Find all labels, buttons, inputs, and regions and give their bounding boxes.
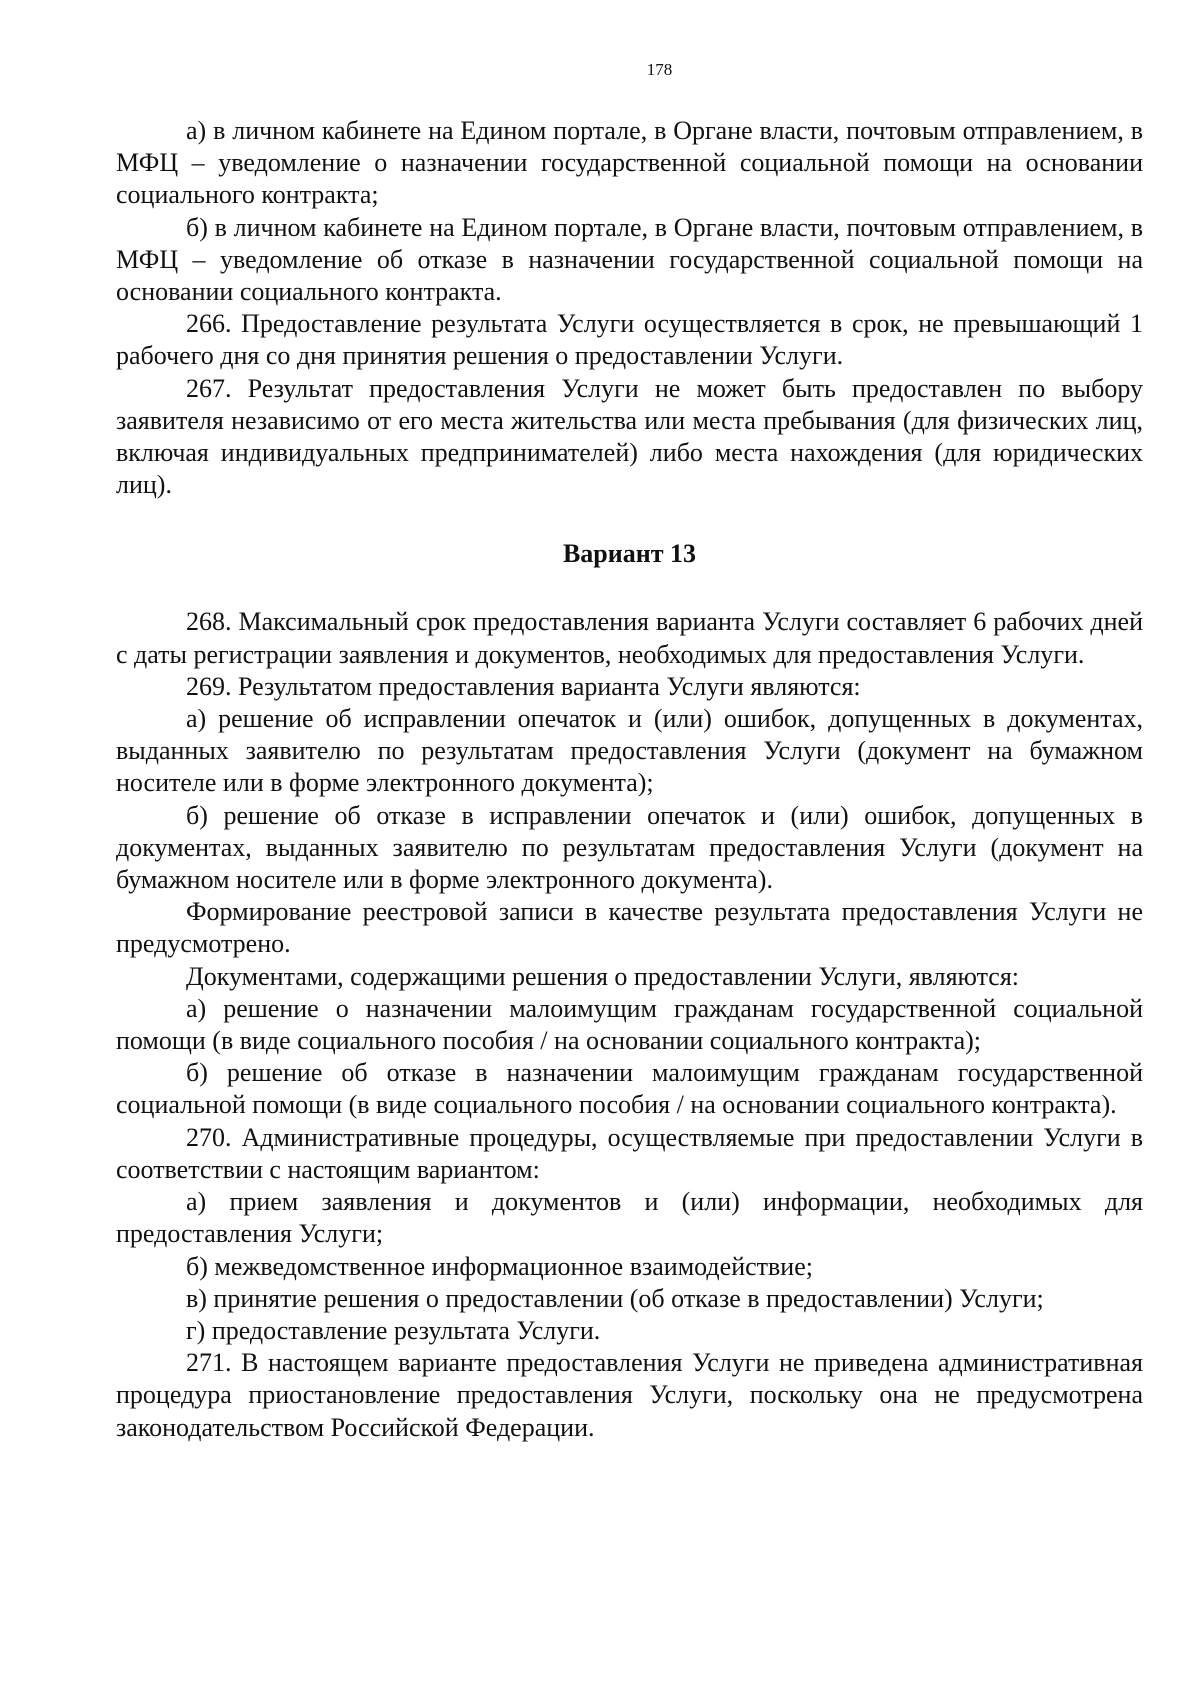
paragraph-270-item-b: б) межведомственное информационное взаимодействие; [186,1251,813,1281]
paragraph-registry-record: Формирование реестровой записи в качестве результата предоставления Услуги не предусмотрено. [116,897,1143,959]
paragraph-decision-documents: Документами, содержащими решения о предоставлении Услуги, являются: [186,961,1020,991]
paragraph-270-item-g: г) предоставление результата Услуги. [186,1315,601,1345]
paragraph-decision-item-b: б) решение об отказе в назначении малоимущим гражданам государственной социальной помощи (в виде социального пособия / на основании социального контракта). [116,1058,1143,1120]
paragraph-item-b-notice-refusal: б) в личном кабинете на Едином портале, в Органе власти, почтовым отправлением, в МФЦ – уведомление об отказе в назначении государственной социальной помощи на основании социального контракта. [116,212,1143,307]
paragraph-267: 267. Результат предоставления Услуги не может быть предоставлен по выбору заявителя независимо от его места жительства или места пребывания (для физических лиц, включая индивидуальных предпринимателей) либо места нахождения (для юридических лиц). [116,373,1143,500]
paragraph-decision-item-a: а) решение о назначении малоимущим гражданам государственной социальной помощи (в виде социального пособия / на основании социального контракта); [116,993,1143,1056]
paragraph-item-a-notice-approval: а) в личном кабинете на Едином портале, в Органе власти, почтовым отправлением, в МФЦ – уведомление о назначении государственной социальной помощи на основании социального контракта; [116,116,1143,210]
paragraph-266: 266. Предоставление результата Услуги осуществляется в срок, не превышающий 1 рабочего дня со дня принятия решения о предоставлении Услуги. [116,309,1143,371]
paragraph-269-item-a: а) решение об исправлении опечаток и (или) ошибок, допущенных в документах, выданных заявителю по результатам предоставления Услуги (документ на бумажном носителе или в форме электронного документа); [116,704,1143,798]
paragraph-269: 269. Результатом предоставления варианта Услуги являются: [186,671,861,701]
paragraph-271: 271. В настоящем варианте предоставления Услуги не приведена административная процедура приостановление предоставления Услуги, поскольку она не предусмотрена законодательством Российской Федерации. [116,1348,1143,1442]
page-number: 178 [646,60,673,79]
paragraph-268: 268. Максимальный срок предоставления варианта Услуги составляет 6 рабочих дней с даты регистрации заявления и документов, необходимых для предоставления Услуги. [116,607,1143,669]
paragraph-270-item-v: в) принятие решения о предоставлении (об отказе в предоставлении) Услуги; [186,1283,1044,1313]
paragraph-269-item-b: б) решение об отказе в исправлении опечаток и (или) ошибок, допущенных в документах, выданных заявителю по результатам предоставления Услуги (документ на бумажном носителе или в форме электронного документа). [116,800,1143,895]
paragraph-270-item-a: а) прием заявления и документов и (или) информации, необходимых для предоставления Услуги; [116,1187,1143,1249]
section-heading: Вариант 13 [562,539,697,569]
paragraph-270: 270. Административные процедуры, осуществляемые при предоставлении Услуги в соответствии с настоящим вариантом: [116,1122,1143,1184]
